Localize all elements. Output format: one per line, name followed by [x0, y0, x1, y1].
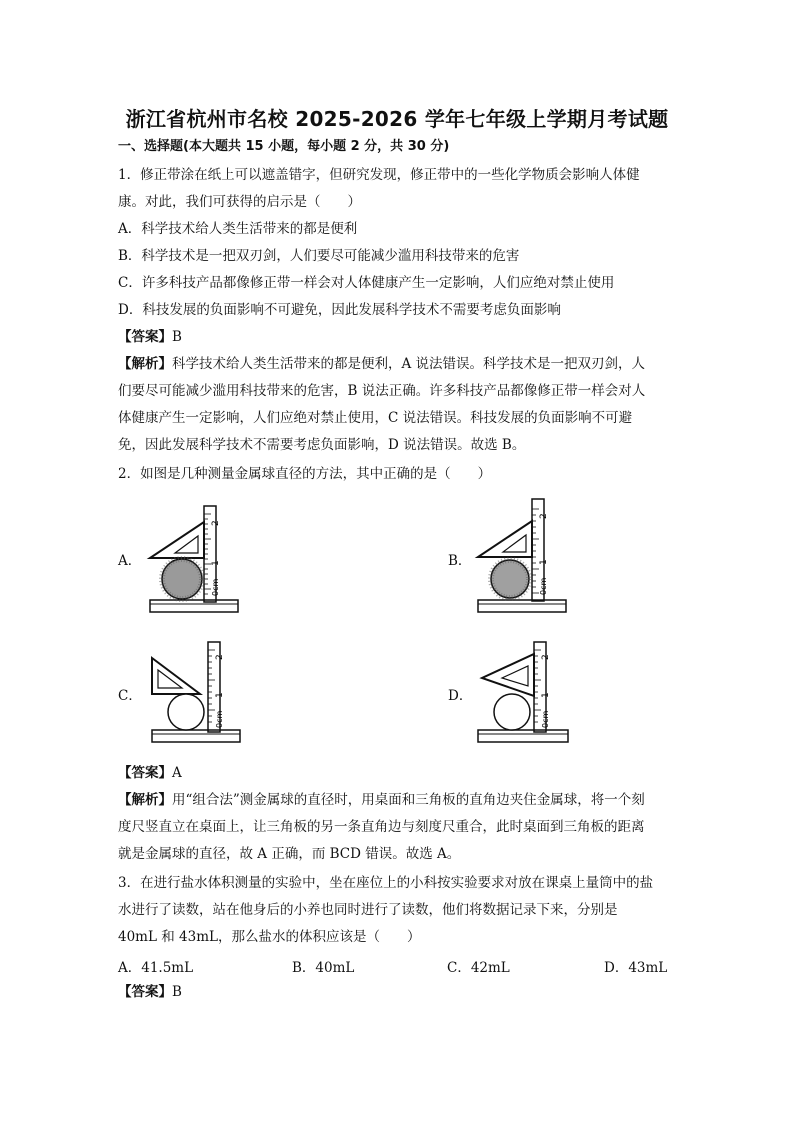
answer-tag: 【答案】: [118, 765, 172, 781]
ruler-tick-1: 1: [541, 692, 551, 698]
answer-tag: 【答案】: [118, 984, 172, 1000]
analysis-tag: 【解析】: [118, 792, 172, 808]
figure-d-diagram: [474, 636, 574, 751]
figure-a-label: A．: [118, 553, 142, 569]
ruler-tick-2: 2: [541, 654, 551, 660]
q2-stem: 2．如图是几种测量金属球直径的方法，其中正确的是（ ）: [118, 466, 492, 482]
q3-answer: [118, 983, 678, 1001]
q1-option-a: A．科学技术给人类生活带来的都是便利: [118, 221, 358, 237]
q1-analysis-line2: 们要尽可能减少滥用科技带来的危害，B 说法正确。许多科技产品都像修正带一样会对人: [118, 383, 646, 399]
q2-analysis-line3: 就是金属球的直径，故 A 正确，而 BCD 错误。故选 A。: [118, 846, 461, 862]
q3-option-b: B．40mL: [292, 960, 355, 976]
figure-c-diagram: [146, 636, 246, 751]
ruler-tick-2: 2: [215, 654, 225, 660]
answer-value: B: [172, 329, 182, 345]
answer-value: A: [172, 765, 182, 781]
q2-answer: [118, 764, 678, 782]
figure-a-diagram: [146, 500, 246, 620]
section-heading: 一、选择题(本大题共 15 小题，每小题 2 分，共 30 分): [118, 139, 450, 154]
figure-b-label: B．: [448, 553, 472, 569]
figure-c-label: C．: [118, 688, 142, 704]
q2-analysis-line1: [118, 791, 678, 809]
ruler-tick-0: 0cm: [215, 710, 224, 728]
ruler-tick-1: 1: [215, 692, 225, 698]
ruler-tick-0: 0cm: [539, 577, 548, 595]
ruler-tick-2: 2: [211, 520, 221, 526]
q3-option-c: C．42mL: [447, 960, 510, 976]
q1-analysis-line1: [118, 355, 678, 373]
q2-analysis-line2: 度尺竖直立在桌面上，让三角板的另一条直角边与刻度尺重合，此时桌面到三角板的距离: [118, 819, 645, 835]
q3-stem-line2: 水进行了读数，站在他身后的小养也同时进行了读数，他们将数据记录下来，分别是: [118, 902, 618, 918]
q1-stem-line2: 康。对此，我们可获得的启示是（ ）: [118, 194, 361, 210]
ruler-tick-0: 0cm: [211, 578, 220, 596]
q3-stem-line1: 3．在进行盐水体积测量的实验中，坐在座位上的小科按实验要求对放在课桌上量筒中的盐: [118, 875, 654, 891]
q1-analysis-line4: 免，因此发展科学技术不需要考虑负面影响，D 说法错误。故选 B。: [118, 437, 526, 453]
q1-option-d: D．科技发展的负面影响不可避免，因此发展科学技术不需要考虑负面影响: [118, 302, 561, 318]
page-title: 浙江省杭州市名校 2025-2026 学年七年级上学期月考试题: [125, 107, 669, 131]
q1-analysis-line3: 体健康产生一定影响，人们应绝对禁止使用，C 说法错误。科技发展的负面影响不可避: [118, 410, 633, 426]
q1-answer: [118, 328, 678, 346]
q1-option-b: B．科学技术是一把双刃剑，人们要尽可能减少滥用科技带来的危害: [118, 248, 520, 264]
q3-option-d: D．43mL: [604, 960, 668, 976]
ruler-tick-0: 0cm: [541, 710, 550, 728]
ruler-tick-2: 2: [539, 513, 549, 519]
analysis-text: 科学技术给人类生活带来的都是便利，A 说法错误。科学技术是一把双刃剑，人: [172, 356, 646, 372]
q3-option-a: A．41.5mL: [118, 960, 194, 976]
figure-d-label: D．: [448, 688, 473, 704]
answer-value: B: [172, 984, 182, 1000]
analysis-tag: 【解析】: [118, 356, 172, 372]
q1-option-c: C．许多科技产品都像修正带一样会对人体健康产生一定影响，人们应绝对禁止使用: [118, 275, 615, 291]
answer-tag: 【答案】: [118, 329, 172, 345]
q1-stem-line1: 1．修正带涂在纸上可以遮盖错字，但研究发现，修正带中的一些化学物质会影响人体健: [118, 167, 640, 183]
analysis-text: 用“组合法”测金属球的直径时，用桌面和三角板的直角边夹住金属球，将一个刻: [172, 792, 645, 808]
ruler-tick-1: 1: [211, 560, 221, 566]
figure-b-diagram: [474, 495, 574, 620]
ruler-tick-1: 1: [539, 559, 549, 565]
q3-stem-line3: 40mL 和 43mL，那么盐水的体积应该是（ ）: [118, 929, 421, 945]
